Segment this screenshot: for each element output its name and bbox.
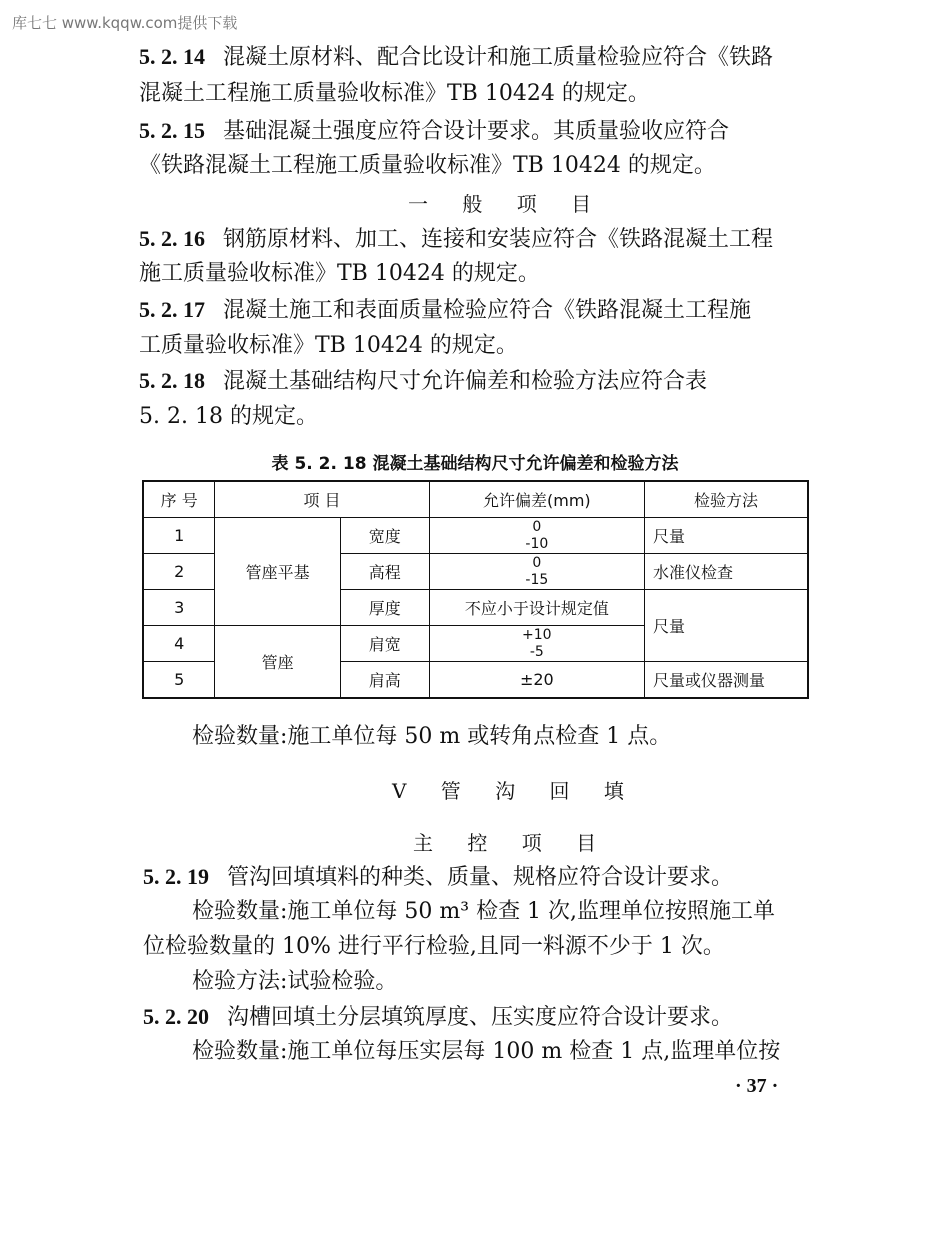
clause-number: 5. 2. 18: [139, 368, 205, 393]
cell-sub-item: 厚度: [340, 590, 429, 626]
clause-number: 5. 2. 15: [139, 118, 205, 143]
clause-5-2-15-line2: 《铁路混凝土工程施工质量验收标准》TB 10424 的规定。: [139, 153, 716, 178]
clause-number: 5. 2. 16: [139, 226, 205, 251]
cell-sub-item: 宽度: [340, 518, 429, 554]
cell-tolerance: [429, 554, 644, 590]
tolerance-upper: +10: [522, 626, 552, 643]
clause-text: 钢筋原材料、加工、连接和安装应符合《铁路混凝土工程: [223, 227, 774, 252]
clause-number: 5. 2. 19: [143, 864, 209, 889]
clause-text: 管沟回填填料的种类、质量、规格应符合设计要求。: [227, 865, 734, 890]
inspection-quantity-1: 检验数量:施工单位每 50 m 或转角点检查 1 点。: [192, 724, 672, 749]
tolerance-lower: -15: [525, 571, 549, 588]
table-header-row: [143, 481, 808, 518]
clause-5-2-18-line1: [139, 366, 707, 397]
cell-seq: 5: [143, 662, 215, 699]
cell-sub-item: 肩高: [340, 662, 429, 699]
clause-text: 混凝土原材料、配合比设计和施工质量检验应符合《铁路: [223, 45, 774, 70]
cell-method: 尺量: [645, 518, 809, 554]
inspection-method: 检验方法:试验检验。: [192, 969, 398, 994]
tolerance-upper: 0: [532, 554, 542, 571]
clause-5-2-17-line2: 工质量验收标准》TB 10424 的规定。: [139, 333, 518, 358]
header-tolerance: 允许偏差(mm): [429, 481, 644, 518]
tolerance-lower: -10: [525, 535, 549, 552]
clause-5-2-17-line1: [139, 295, 751, 326]
tolerance-upper: 0: [532, 518, 542, 535]
clause-5-2-19-line1: [143, 862, 733, 893]
table-title: 表 5. 2. 18 混凝土基础结构尺寸允许偏差和检验方法: [271, 454, 679, 474]
cell-tolerance: ±20: [429, 662, 644, 699]
tolerance-lower: -5: [529, 643, 544, 660]
clause-5-2-14-line1: [139, 42, 773, 73]
tolerance-table: [142, 480, 809, 699]
cell-method: 尺量或仪器测量: [645, 662, 809, 699]
clause-5-2-14-line2: 混凝土工程施工质量验收标准》TB 10424 的规定。: [139, 81, 650, 106]
header-method: 检验方法: [645, 481, 809, 518]
clause-5-2-18-line2: 5. 2. 18 的规定。: [139, 404, 318, 429]
clause-number: 5. 2. 17: [139, 297, 205, 322]
cell-sub-item: 肩宽: [340, 626, 429, 662]
header-item: 项 目: [215, 481, 429, 518]
clause-text: 沟槽回填土分层填筑厚度、压实度应符合设计要求。: [227, 1005, 734, 1030]
inspection-quantity-2-line2: 位检验数量的 10% 进行平行检验,且同一料源不少于 1 次。: [143, 934, 725, 959]
clause-5-2-16-line2: 施工质量验收标准》TB 10424 的规定。: [139, 261, 540, 286]
cell-seq: 4: [143, 626, 215, 662]
heading-main-items: 主 控 项 目: [413, 831, 611, 855]
section-v-heading: V 管 沟 回 填: [392, 779, 638, 803]
page-number: · 37 ·: [735, 1075, 779, 1097]
cell-group-pipe-base: 管座: [215, 626, 341, 699]
cell-tolerance: [429, 626, 644, 662]
clause-number: 5. 2. 20: [143, 1004, 209, 1029]
table-row: [143, 518, 808, 554]
inspection-quantity-3: 检验数量:施工单位每压实层每 100 m 检查 1 点,监理单位按: [192, 1039, 781, 1064]
cell-seq: 2: [143, 554, 215, 590]
cell-method: 尺量: [645, 590, 809, 662]
cell-sub-item: 高程: [340, 554, 429, 590]
cell-tolerance: [429, 518, 644, 554]
watermark-text: 库七七 www.kqqw.com提供下载: [12, 14, 238, 32]
clause-5-2-20-line1: [143, 1002, 733, 1033]
header-seq: 序 号: [143, 481, 215, 518]
clause-text: 基础混凝土强度应符合设计要求。其质量验收应符合: [223, 119, 730, 144]
cell-tolerance: 不应小于设计规定值: [429, 590, 644, 626]
clause-5-2-16-line1: [139, 224, 773, 255]
cell-method: 水准仪检查: [645, 554, 809, 590]
inspection-quantity-2-line1: 检验数量:施工单位每 50 m³ 检查 1 次,监理单位按照施工单: [192, 899, 776, 924]
clause-5-2-15-line1: [139, 116, 729, 147]
cell-group-pipe-base-flat: 管座平基: [215, 518, 341, 626]
clause-text: 混凝土基础结构尺寸允许偏差和检验方法应符合表: [223, 369, 708, 394]
clause-number: 5. 2. 14: [139, 44, 205, 69]
cell-seq: 3: [143, 590, 215, 626]
heading-general-items: 一 般 项 目: [408, 192, 606, 216]
clause-text: 混凝土施工和表面质量检验应符合《铁路混凝土工程施: [223, 298, 752, 323]
cell-seq: 1: [143, 518, 215, 554]
